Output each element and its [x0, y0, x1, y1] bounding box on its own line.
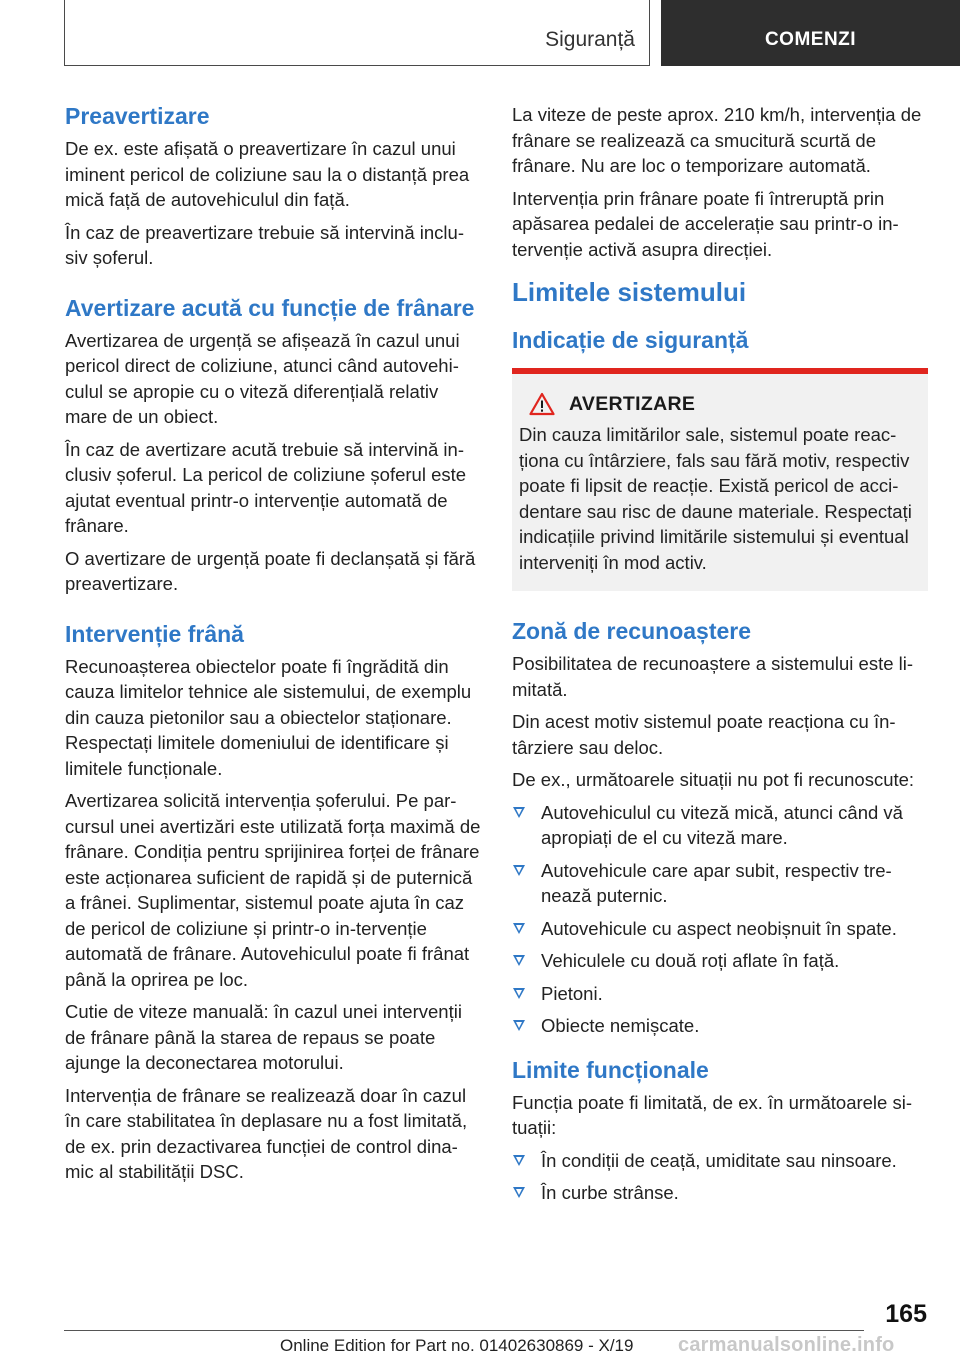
header-section-title: Siguranță	[545, 28, 635, 51]
warning-title-text: AVERTIZARE	[569, 392, 696, 415]
triangle-bullet-icon	[513, 1020, 525, 1031]
paragraph: Funcția poate fi limitată, de ex. în următoarele si-tuații:	[512, 1091, 912, 1138]
heading-preavertizare: Preavertizare	[65, 103, 210, 129]
footer-divider	[64, 1330, 864, 1331]
right-column	[512, 102, 928, 1213]
list-item: Autovehicule care apar subit, respectiv tre-nează puternic.	[512, 858, 928, 909]
warning-text: Din cauza limitărilor sale, sistemul poate reac-ționa cu întârziere, fals sau fără motiv, respectiv poate fi lipsit de reacție. Există pericol de acci-dentare sau risc de daune materiale. Respectați indicațiile privind limitările sistemului și eventual interveniți în mod activ.	[519, 424, 912, 573]
warning-triangle-icon	[529, 392, 555, 416]
triangle-bullet-icon	[513, 988, 525, 999]
paragraph: Cutie de viteze manuală: în cazul unei intervenții de frânare până la starea de repaus se poate ajunge la deconectarea motorului.	[65, 1001, 462, 1073]
triangle-bullet-icon	[513, 1187, 525, 1198]
footer-edition: Online Edition for Part no. 01402630869 - X/19	[280, 1336, 634, 1355]
list-item: Autovehicule cu aspect neobișnuit în spate.	[512, 916, 928, 942]
paragraph: O avertizare de urgență poate fi declanșată și fără preavertizare.	[65, 547, 476, 594]
list-item: Obiecte nemișcate.	[512, 1013, 928, 1039]
paragraph: Din acest motiv sistemul poate reacționa cu în-târziere sau deloc.	[512, 711, 896, 758]
list-item: În condiții de ceață, umiditate sau ninsoare.	[512, 1148, 928, 1174]
triangle-bullet-icon	[513, 955, 525, 966]
paragraph: De ex. este afișată o preavertizare în cazul unui iminent pericol de coliziune sau la o distanță prea mică față de autovehiculul din față.	[65, 138, 470, 210]
paragraph: În caz de preavertizare trebuie să intervină inclu-siv șoferul.	[65, 221, 464, 268]
triangle-bullet-icon	[513, 807, 525, 818]
triangle-bullet-icon	[513, 1155, 525, 1166]
paragraph: Posibilitatea de recunoaștere a sistemului este li-mitată.	[512, 653, 914, 700]
triangle-bullet-icon	[513, 865, 525, 876]
heading-avertizare-acuta: Avertizare acută cu funcție de frânare	[65, 294, 475, 321]
conditions-list	[512, 1148, 928, 1206]
paragraph: De ex., următoarele situații nu pot fi recunoscute:	[512, 769, 915, 790]
heading-limite-functionale: Limite funcționale	[512, 1056, 709, 1083]
heading-zona-recunoastere: Zonă de recunoaștere	[512, 618, 752, 644]
heading-indicatie-siguranta: Indicație de siguranță	[512, 327, 749, 353]
paragraph: La viteze de peste aprox. 210 km/h, intervenția de frânare se realizează ca smucitură scurtă de frânare. Nu are loc o temporizare automată.	[512, 104, 922, 176]
triangle-bullet-icon	[513, 923, 525, 934]
warning-box	[512, 368, 928, 591]
situations-list	[512, 800, 928, 1039]
paragraph: Recunoașterea obiectelor poate fi îngrădită din cauza limitelor tehnice ale sistemului, de exemplu din cauza pietonilor sau a obiectelor staționare. Respectați limitele domeniului de identificare și limitele funcționale.	[65, 655, 472, 779]
paragraph: Intervenția de frânare se realizează doar în cazul în care stabilitatea în deplasare nu a fost limitată, de ex. prin dezactivarea funcției de control dina-mic al stabilității DSC.	[65, 1084, 468, 1182]
list-item: Pietoni.	[512, 981, 928, 1007]
paragraph: Avertizarea solicită intervenția șoferului. Pe par-cursul unei avertizări este utilizată forța maximă de frânare. Condiția pentru sprijinirea forței de frânare este acționarea suficient de rapidă și de puternică a frânei. Suplimentar, sistemul poate ajuta în caz de pericol de coliziune și printr-o in-tervenție automată de frânare. Autovehiculul poate fi frânat până la oprirea pe loc.	[65, 790, 481, 990]
paragraph: Avertizarea de urgență se afișează în cazul unui pericol direct de coliziune, atunci când autovehi-culul se apropie cu o viteză diferențială relativ mare de un obiect.	[65, 329, 460, 427]
paragraph: În caz de avertizare acută trebuie să intervină in-clusiv șoferul. La pericol de coliziune șoferul este ajutat eventual printr-o intervenție automată de frânare.	[65, 438, 467, 536]
header-section-tab	[64, 0, 650, 66]
list-item: În curbe strânse.	[512, 1180, 928, 1206]
watermark-text: carmanualsonline.info	[678, 1334, 895, 1356]
list-item: Vehiculele cu două roți aflate în față.	[512, 948, 928, 974]
heading-interventie-frana: Intervenție frână	[65, 620, 244, 647]
paragraph: Intervenția prin frânare poate fi întreruptă prin apăsarea pedalei de accelerație sau printr-o in-tervenție activă asupra direcției.	[512, 187, 899, 260]
warning-title	[529, 392, 920, 416]
left-column	[65, 102, 483, 1192]
header-chapter-tab: COMENZI	[661, 0, 960, 66]
page-number: 165	[885, 1300, 927, 1328]
heading-limitele-sistemului: Limitele sistemului	[512, 277, 747, 307]
list-item: Autovehiculul cu viteză mică, atunci când vă apropiați de el cu viteză mare.	[512, 800, 928, 851]
